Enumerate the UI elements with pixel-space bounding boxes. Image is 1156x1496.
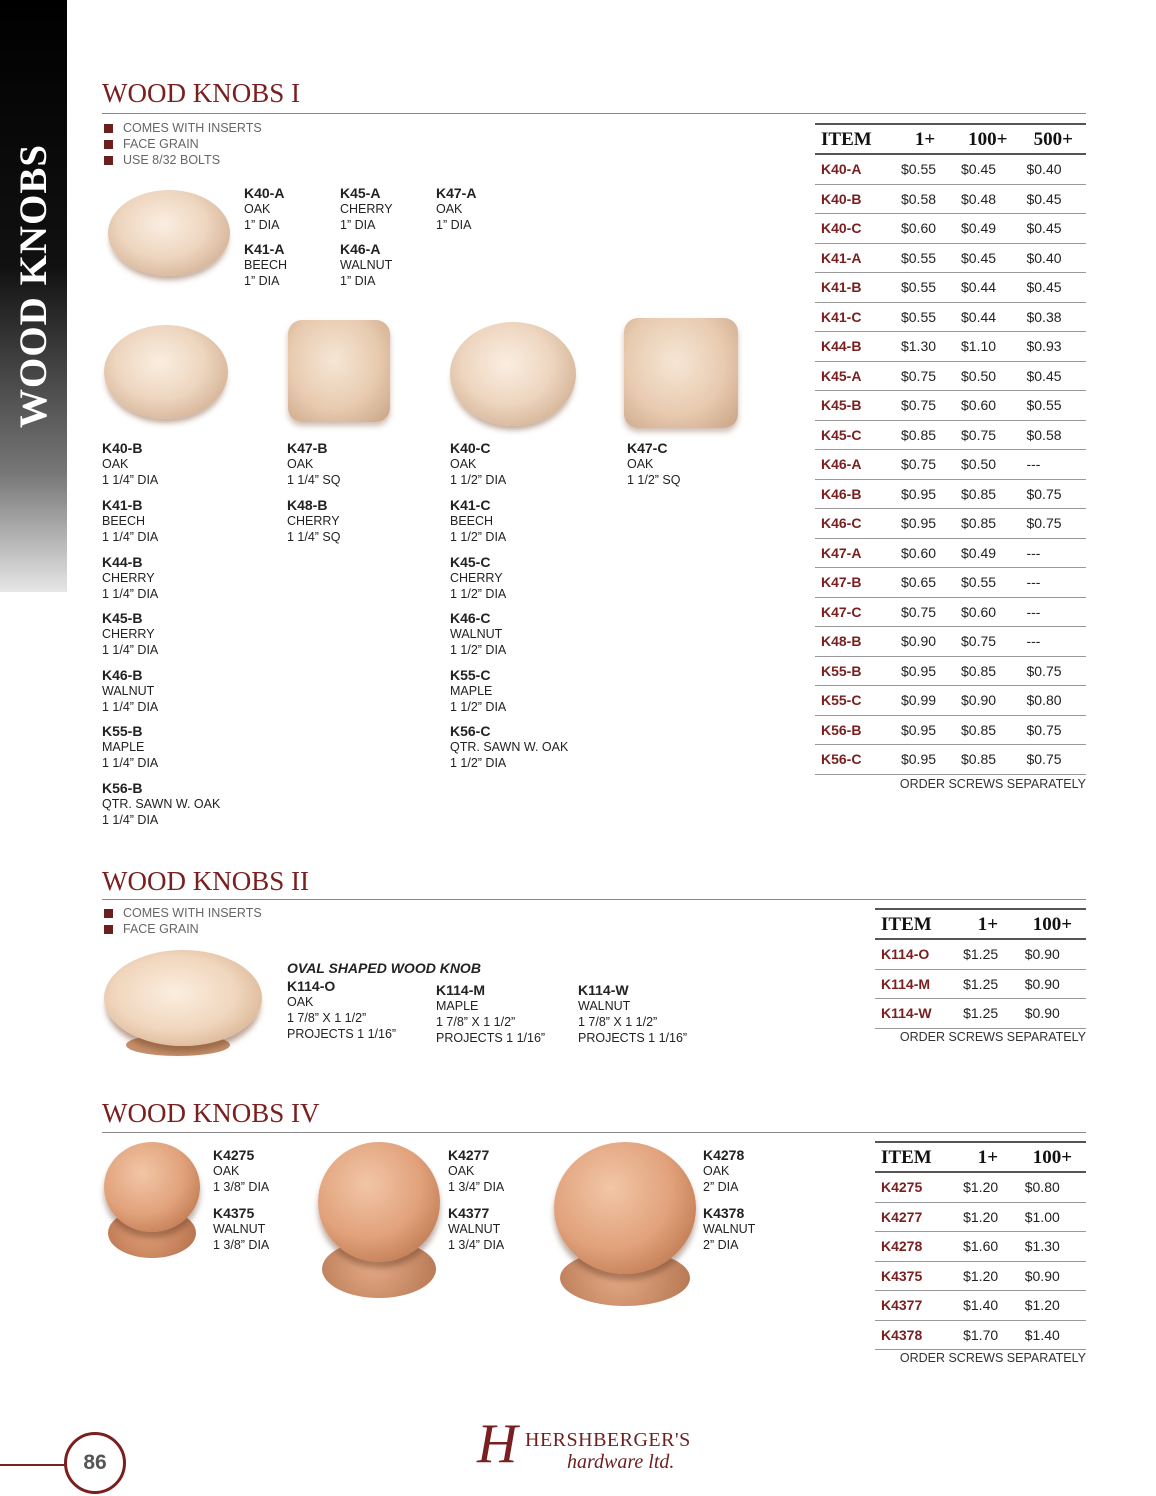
item-code-cell: K48-B xyxy=(815,627,895,657)
price-cell: $0.75 xyxy=(895,361,955,391)
price-cell: $0.75 xyxy=(1020,509,1086,539)
order-screws-note: ORDER SCREWS SEPARATELY xyxy=(899,777,1086,791)
table-row xyxy=(815,154,1086,184)
table-row xyxy=(815,302,1086,332)
price-cell: $0.99 xyxy=(895,686,955,716)
product-block: K47-B OAK 1 1/4” SQ xyxy=(287,440,341,487)
price-cell: $0.85 xyxy=(955,715,1020,745)
order-screws-note: ORDER SCREWS SEPARATELY xyxy=(899,1351,1086,1365)
oval-knob-image xyxy=(104,950,262,1046)
table-row xyxy=(875,1232,1086,1262)
ball-knob-image-large xyxy=(554,1142,696,1274)
price-cell: $0.75 xyxy=(1020,656,1086,686)
price-cell: $0.75 xyxy=(1020,479,1086,509)
section-rule xyxy=(102,1132,1086,1133)
price-cell: $1.70 xyxy=(957,1320,1019,1350)
price-cell: $0.75 xyxy=(895,450,955,480)
product-block: K41-A BEECH 1” DIA xyxy=(244,241,288,288)
feature-list xyxy=(104,905,262,937)
table-header-cell: 500+ xyxy=(1020,124,1086,154)
price-cell: $0.80 xyxy=(1020,686,1086,716)
product-block: K4277 OAK 1 3/4” DIA xyxy=(448,1147,505,1194)
item-code-cell: K55-B xyxy=(815,656,895,686)
section-rule xyxy=(102,113,1086,114)
price-cell: $0.60 xyxy=(955,597,1020,627)
table-row xyxy=(815,361,1086,391)
table-row xyxy=(875,1202,1086,1232)
product-column-c xyxy=(450,440,568,780)
price-cell: $1.20 xyxy=(957,1202,1019,1232)
price-cell: $0.90 xyxy=(895,627,955,657)
price-cell: $0.44 xyxy=(955,273,1020,303)
table-row xyxy=(815,568,1086,598)
product-block: K40-B OAK 1 1/4” DIA xyxy=(102,440,159,487)
item-code-cell: K41-C xyxy=(815,302,895,332)
bullet-square-icon xyxy=(104,140,113,149)
price-cell: $0.45 xyxy=(1020,184,1086,214)
table-row xyxy=(815,509,1086,539)
price-cell: --- xyxy=(1020,450,1086,480)
product-block: K46-A WALNUT 1” DIA xyxy=(340,241,393,288)
item-code-cell: K4377 xyxy=(875,1291,957,1321)
price-cell: $0.65 xyxy=(895,568,955,598)
table-row xyxy=(815,715,1086,745)
product-block: K40-C OAK 1 1/2” DIA xyxy=(450,440,507,487)
knob-image-1-1-2-round xyxy=(450,322,576,426)
table-row xyxy=(815,214,1086,244)
price-cell: $0.90 xyxy=(1019,1261,1086,1291)
price-cell: $0.45 xyxy=(955,154,1020,184)
item-code-cell: K55-C xyxy=(815,686,895,716)
item-code-cell: K56-C xyxy=(815,745,895,775)
item-code-cell: K46-A xyxy=(815,450,895,480)
price-cell: $0.95 xyxy=(895,479,955,509)
price-cell: $0.55 xyxy=(895,273,955,303)
table-header-cell: ITEM xyxy=(875,909,957,939)
feature-item: FACE GRAIN xyxy=(104,921,262,937)
price-cell: $0.75 xyxy=(1020,715,1086,745)
bullet-square-icon xyxy=(104,124,113,133)
table-row xyxy=(875,999,1086,1029)
item-code-cell: K41-A xyxy=(815,243,895,273)
order-screws-note: ORDER SCREWS SEPARATELY xyxy=(899,1030,1086,1044)
price-table-wood-knobs-i xyxy=(815,123,1086,775)
table-row xyxy=(815,538,1086,568)
price-cell: $0.60 xyxy=(955,391,1020,421)
bullet-square-icon xyxy=(104,156,113,165)
item-code-cell: K45-A xyxy=(815,361,895,391)
price-cell: $0.95 xyxy=(895,656,955,686)
table-row xyxy=(815,273,1086,303)
hershbergers-logo xyxy=(475,1412,705,1478)
price-cell: $0.60 xyxy=(895,214,955,244)
price-cell: $0.45 xyxy=(1020,361,1086,391)
price-cell: $1.25 xyxy=(957,969,1019,999)
price-cell: $0.45 xyxy=(1020,214,1086,244)
price-cell: $0.48 xyxy=(955,184,1020,214)
section-title-wood-knobs-iv: WOOD KNOBS IV xyxy=(102,1098,320,1128)
price-cell: $1.60 xyxy=(957,1232,1019,1262)
item-code-cell: K47-C xyxy=(815,597,895,627)
table-row xyxy=(815,686,1086,716)
item-code-cell: K40-B xyxy=(815,184,895,214)
item-code-cell: K46-B xyxy=(815,479,895,509)
item-code-cell: K44-B xyxy=(815,332,895,362)
section-title-wood-knobs-ii: WOOD KNOBS II xyxy=(102,866,309,896)
table-row xyxy=(875,969,1086,999)
item-code-cell: K56-B xyxy=(815,715,895,745)
price-cell: $0.75 xyxy=(895,597,955,627)
bullet-square-icon xyxy=(104,925,113,934)
price-cell: --- xyxy=(1020,538,1086,568)
price-cell: $0.85 xyxy=(895,420,955,450)
table-row xyxy=(815,597,1086,627)
item-code-cell: K45-C xyxy=(815,420,895,450)
table-row xyxy=(875,1291,1086,1321)
item-code-cell: K4375 xyxy=(875,1261,957,1291)
price-cell: $0.38 xyxy=(1020,302,1086,332)
table-header-cell: 100+ xyxy=(1019,1142,1086,1172)
table-row xyxy=(875,1261,1086,1291)
price-cell: $0.45 xyxy=(1020,273,1086,303)
price-cell: $0.95 xyxy=(895,745,955,775)
price-cell: --- xyxy=(1020,597,1086,627)
table-row xyxy=(815,332,1086,362)
price-cell: $0.50 xyxy=(955,450,1020,480)
price-cell: $0.40 xyxy=(1020,154,1086,184)
price-cell: $0.93 xyxy=(1020,332,1086,362)
price-cell: $0.49 xyxy=(955,538,1020,568)
price-table-wood-knobs-ii xyxy=(875,908,1086,1029)
table-row xyxy=(815,420,1086,450)
price-cell: $0.55 xyxy=(895,243,955,273)
product-block: K45-B CHERRY 1 1/4” DIA xyxy=(102,610,159,657)
page-number: 86 xyxy=(64,1432,126,1494)
product-block: K48-B CHERRY 1 1/4” SQ xyxy=(287,497,341,544)
product-block: K56-C QTR. SAWN W. OAK 1 1/2” DIA xyxy=(450,723,569,770)
price-cell: $0.85 xyxy=(955,745,1020,775)
price-cell: $0.85 xyxy=(955,509,1020,539)
section-rule xyxy=(102,899,1086,900)
item-code-cell: K114-W xyxy=(875,999,957,1029)
price-cell: $0.90 xyxy=(1019,999,1086,1029)
item-code-cell: K114-O xyxy=(875,939,957,969)
bullet-square-icon xyxy=(104,909,113,918)
price-cell: $1.20 xyxy=(957,1261,1019,1291)
price-cell: $0.85 xyxy=(955,479,1020,509)
table-header-cell: ITEM xyxy=(815,124,895,154)
table-row xyxy=(815,627,1086,657)
footer-rule xyxy=(0,1464,72,1466)
item-code-cell: K45-B xyxy=(815,391,895,421)
price-cell: $0.75 xyxy=(955,627,1020,657)
product-block: K114-W WALNUT 1 7/8” X 1 1/2” PROJECTS 1 1/16” xyxy=(578,982,688,1045)
feature-item: FACE GRAIN xyxy=(104,136,262,152)
price-cell: $0.95 xyxy=(895,509,955,539)
svg-text:H: H xyxy=(477,1413,518,1475)
table-row xyxy=(815,184,1086,214)
product-block: K114-O OAK 1 7/8” X 1 1/2” PROJECTS 1 1/16” xyxy=(287,978,397,1041)
product-column-a xyxy=(102,440,220,836)
price-cell: $0.58 xyxy=(1020,420,1086,450)
price-cell: $1.40 xyxy=(1019,1320,1086,1350)
knob-image-1-1-2-square xyxy=(624,318,738,428)
price-cell: $1.20 xyxy=(957,1172,1019,1202)
price-cell: $0.44 xyxy=(955,302,1020,332)
item-code-cell: K4275 xyxy=(875,1172,957,1202)
item-code-cell: K4378 xyxy=(875,1320,957,1350)
ball-knob-image-medium xyxy=(318,1142,440,1262)
price-cell: $0.55 xyxy=(895,154,955,184)
price-cell: $1.40 xyxy=(957,1291,1019,1321)
table-header-cell: 100+ xyxy=(1019,909,1086,939)
item-code-cell: K4277 xyxy=(875,1202,957,1232)
product-block: K47-C OAK 1 1/2” SQ xyxy=(627,440,681,487)
product-block: K4378 WALNUT 2” DIA xyxy=(703,1205,756,1252)
price-table-wood-knobs-iv xyxy=(875,1141,1086,1350)
item-code-cell: K47-B xyxy=(815,568,895,598)
product-block: K4278 OAK 2” DIA xyxy=(703,1147,745,1194)
price-cell: $1.30 xyxy=(1019,1232,1086,1262)
price-cell: $0.90 xyxy=(1019,939,1086,969)
table-row xyxy=(815,656,1086,686)
product-block: K41-B BEECH 1 1/4” DIA xyxy=(102,497,159,544)
price-cell: $0.55 xyxy=(955,568,1020,598)
table-row xyxy=(875,939,1086,969)
table-header-cell: 1+ xyxy=(895,124,955,154)
price-cell: $0.40 xyxy=(1020,243,1086,273)
ball-knob-image-small xyxy=(104,1142,200,1232)
product-block: K40-A OAK 1” DIA xyxy=(244,185,285,232)
table-header-cell: 1+ xyxy=(957,1142,1019,1172)
product-block: K114-M MAPLE 1 7/8” X 1 1/2” PROJECTS 1 1/16” xyxy=(436,982,546,1045)
product-block: K4375 WALNUT 1 3/8” DIA xyxy=(213,1205,270,1252)
table-row xyxy=(815,745,1086,775)
item-code-cell: K4278 xyxy=(875,1232,957,1262)
price-cell: $0.85 xyxy=(955,656,1020,686)
feature-item: COMES WITH INSERTS xyxy=(104,905,262,921)
price-cell: $1.20 xyxy=(1019,1291,1086,1321)
product-block: K41-C BEECH 1 1/2” DIA xyxy=(450,497,507,544)
price-cell: $0.95 xyxy=(895,715,955,745)
product-block: K55-B MAPLE 1 1/4” DIA xyxy=(102,723,159,770)
feature-item: COMES WITH INSERTS xyxy=(104,120,262,136)
section-title-wood-knobs-i: WOOD KNOBS I xyxy=(102,78,300,108)
table-header-cell: 1+ xyxy=(957,909,1019,939)
product-column-b xyxy=(287,440,341,554)
product-block: K47-A OAK 1” DIA xyxy=(436,185,477,232)
price-cell: $1.25 xyxy=(957,999,1019,1029)
table-row xyxy=(875,1172,1086,1202)
table-row xyxy=(815,450,1086,480)
price-cell: $0.55 xyxy=(1020,391,1086,421)
price-cell: $1.00 xyxy=(1019,1202,1086,1232)
item-code-cell: K47-A xyxy=(815,538,895,568)
product-block: K45-A CHERRY 1” DIA xyxy=(340,185,393,232)
item-code-cell: K46-C xyxy=(815,509,895,539)
product-block: K4275 OAK 1 3/8” DIA xyxy=(213,1147,270,1194)
knob-image-1in xyxy=(108,190,230,276)
product-block: K4377 WALNUT 1 3/4” DIA xyxy=(448,1205,505,1252)
item-code-cell: K40-C xyxy=(815,214,895,244)
knob-image-1-1-4-square xyxy=(288,320,390,422)
product-block: K56-B QTR. SAWN W. OAK 1 1/4” DIA xyxy=(102,780,221,827)
price-cell: --- xyxy=(1020,568,1086,598)
price-cell: $0.75 xyxy=(955,420,1020,450)
logo-subtext: hardware ltd. xyxy=(567,1451,675,1473)
table-row xyxy=(815,243,1086,273)
feature-list xyxy=(104,120,262,168)
table-row xyxy=(875,1320,1086,1350)
item-code-cell: K41-B xyxy=(815,273,895,303)
sidebar-label: WOOD KNOBS xyxy=(12,143,55,428)
price-cell: $0.49 xyxy=(955,214,1020,244)
table-row xyxy=(815,391,1086,421)
section-sidebar xyxy=(0,0,67,592)
price-cell: $1.10 xyxy=(955,332,1020,362)
feature-item: USE 8/32 BOLTS xyxy=(104,152,262,168)
product-block: K45-C CHERRY 1 1/2” DIA xyxy=(450,554,507,601)
oval-knob-subtitle: OVAL SHAPED WOOD KNOB xyxy=(287,960,481,976)
item-code-cell: K40-A xyxy=(815,154,895,184)
price-cell: $0.58 xyxy=(895,184,955,214)
knob-image-1-1-4-round xyxy=(104,325,228,419)
price-cell: $0.55 xyxy=(895,302,955,332)
product-block: K44-B CHERRY 1 1/4” DIA xyxy=(102,554,159,601)
price-cell: $0.45 xyxy=(955,243,1020,273)
product-block: K46-C WALNUT 1 1/2” DIA xyxy=(450,610,507,657)
price-cell: --- xyxy=(1020,627,1086,657)
price-cell: $0.90 xyxy=(955,686,1020,716)
product-column-d xyxy=(627,440,681,488)
price-cell: $0.75 xyxy=(895,391,955,421)
table-row xyxy=(815,479,1086,509)
price-cell: $0.60 xyxy=(895,538,955,568)
price-cell: $0.90 xyxy=(1019,969,1086,999)
price-cell: $0.75 xyxy=(1020,745,1086,775)
product-block: K55-C MAPLE 1 1/2” DIA xyxy=(450,667,507,714)
price-cell: $0.80 xyxy=(1019,1172,1086,1202)
table-header-cell: 100+ xyxy=(955,124,1020,154)
logo-text: HERSHBERGER'S xyxy=(525,1429,691,1451)
table-header-cell: ITEM xyxy=(875,1142,957,1172)
price-cell: $1.25 xyxy=(957,939,1019,969)
product-block: K46-B WALNUT 1 1/4” DIA xyxy=(102,667,159,714)
price-cell: $0.50 xyxy=(955,361,1020,391)
price-cell: $1.30 xyxy=(895,332,955,362)
item-code-cell: K114-M xyxy=(875,969,957,999)
